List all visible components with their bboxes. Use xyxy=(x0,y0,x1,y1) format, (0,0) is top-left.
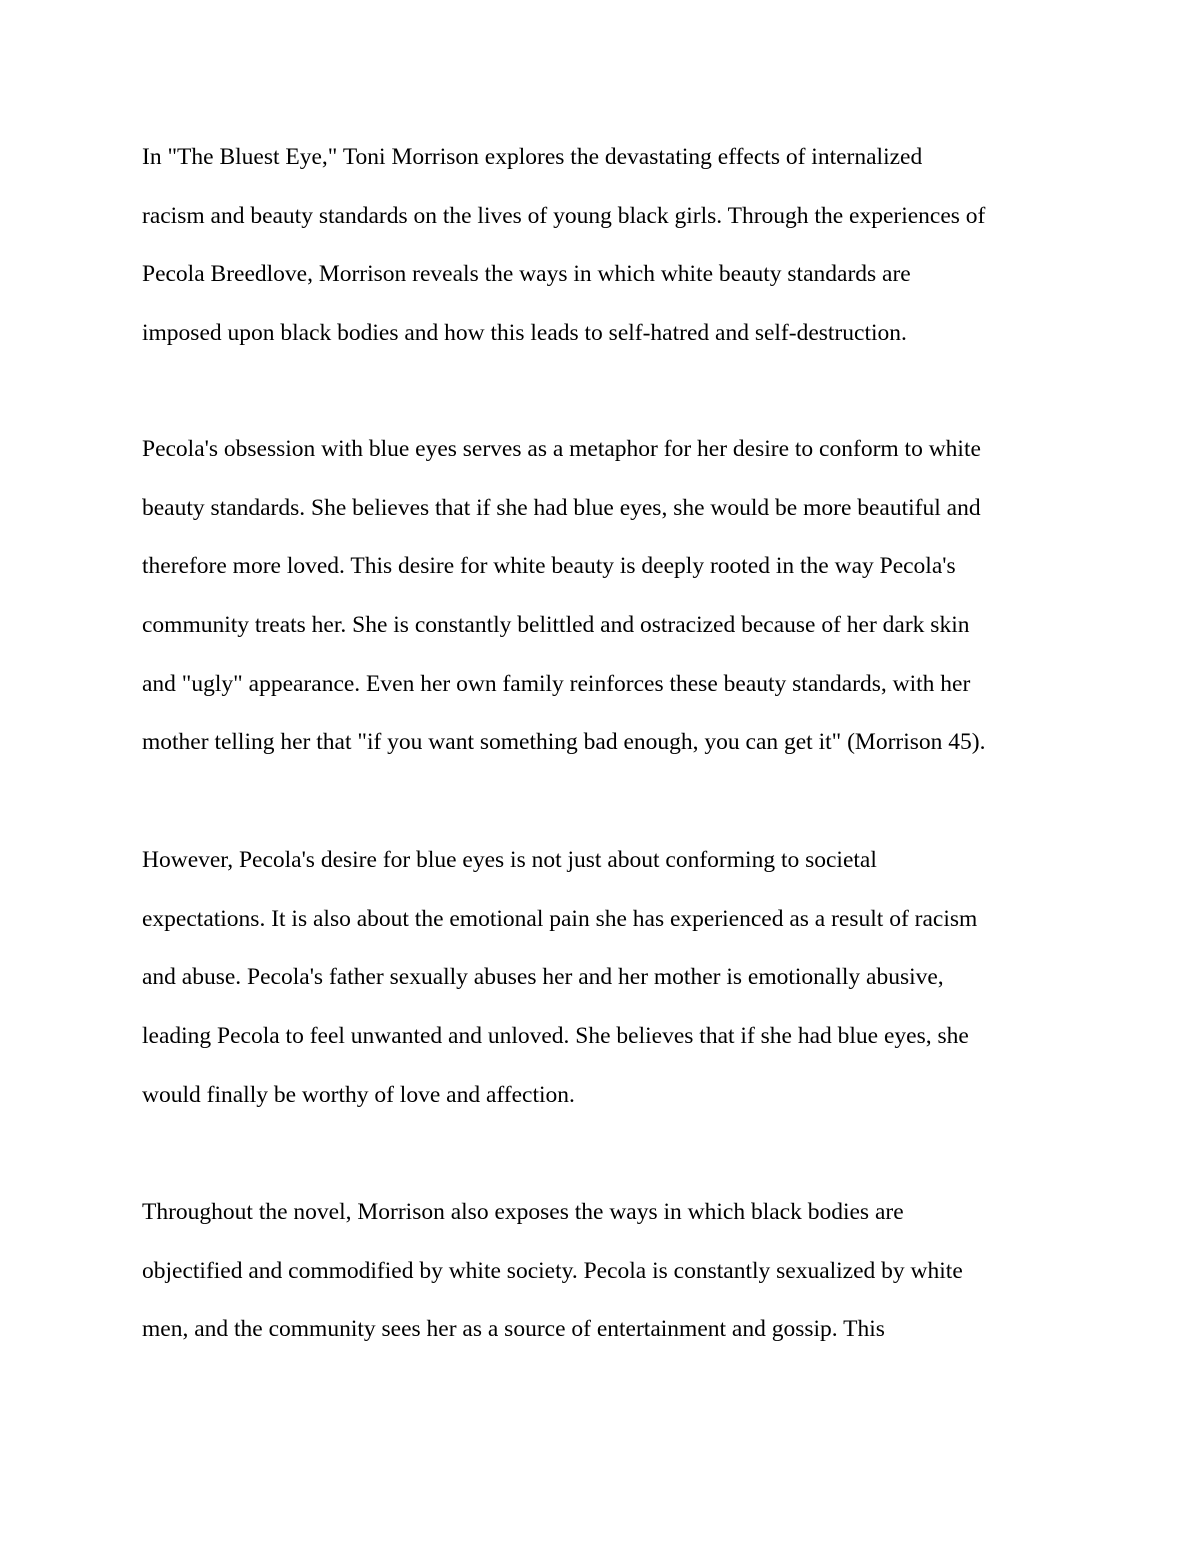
text-line: men, and the community sees her as a source of entertainment and gossip. This xyxy=(142,1316,885,1343)
text-line: imposed upon black bodies and how this leads to self-hatred and self-destruction. xyxy=(142,320,907,347)
text-line: Pecola's obsession with blue eyes serves as a metaphor for her desire to conform to white xyxy=(142,436,981,462)
text-line: and "ugly" appearance. Even her own family reinforces these beauty standards, with her xyxy=(142,670,971,697)
text-line: Pecola Breedlove, Morrison reveals the ways in which white beauty standards are xyxy=(142,261,911,288)
paragraph-4 xyxy=(142,1183,1102,1359)
text-line: Throughout the novel, Morrison also exposes the ways in which black bodies are xyxy=(142,1199,904,1225)
text-line: racism and beauty standards on the lives of young black girls. Through the experiences of xyxy=(142,202,986,229)
text-line: community treats her. She is constantly belittled and ostracized because of her dark skin xyxy=(142,612,970,639)
paragraph-1 xyxy=(142,128,1102,363)
text-line: mother telling her that "if you want something bad enough, you can get it" (Morrison 45). xyxy=(142,729,986,756)
text-line: expectations. It is also about the emotional pain she has experienced as a result of racism xyxy=(142,905,978,932)
text-line: beauty standards. She believes that if she had blue eyes, she would be more beautiful and xyxy=(142,494,981,521)
paragraph-3 xyxy=(142,831,1102,1124)
text-line: objectified and commodified by white society. Pecola is constantly sexualized by white xyxy=(142,1257,963,1284)
text-line: However, Pecola's desire for blue eyes is not just about conforming to societal xyxy=(142,847,877,873)
text-line: therefore more loved. This desire for white beauty is deeply rooted in the way Pecola's xyxy=(142,553,956,580)
text-line: leading Pecola to feel unwanted and unloved. She believes that if she had blue eyes, she xyxy=(142,1023,969,1050)
text-line: and abuse. Pecola's father sexually abuses her and her mother is emotionally abusive, xyxy=(142,964,944,991)
text-line: In "The Bluest Eye," Toni Morrison explores the devastating effects of internalized xyxy=(142,144,923,170)
text-line: would finally be worthy of love and affection. xyxy=(142,1081,575,1108)
paragraph-2 xyxy=(142,420,1102,772)
